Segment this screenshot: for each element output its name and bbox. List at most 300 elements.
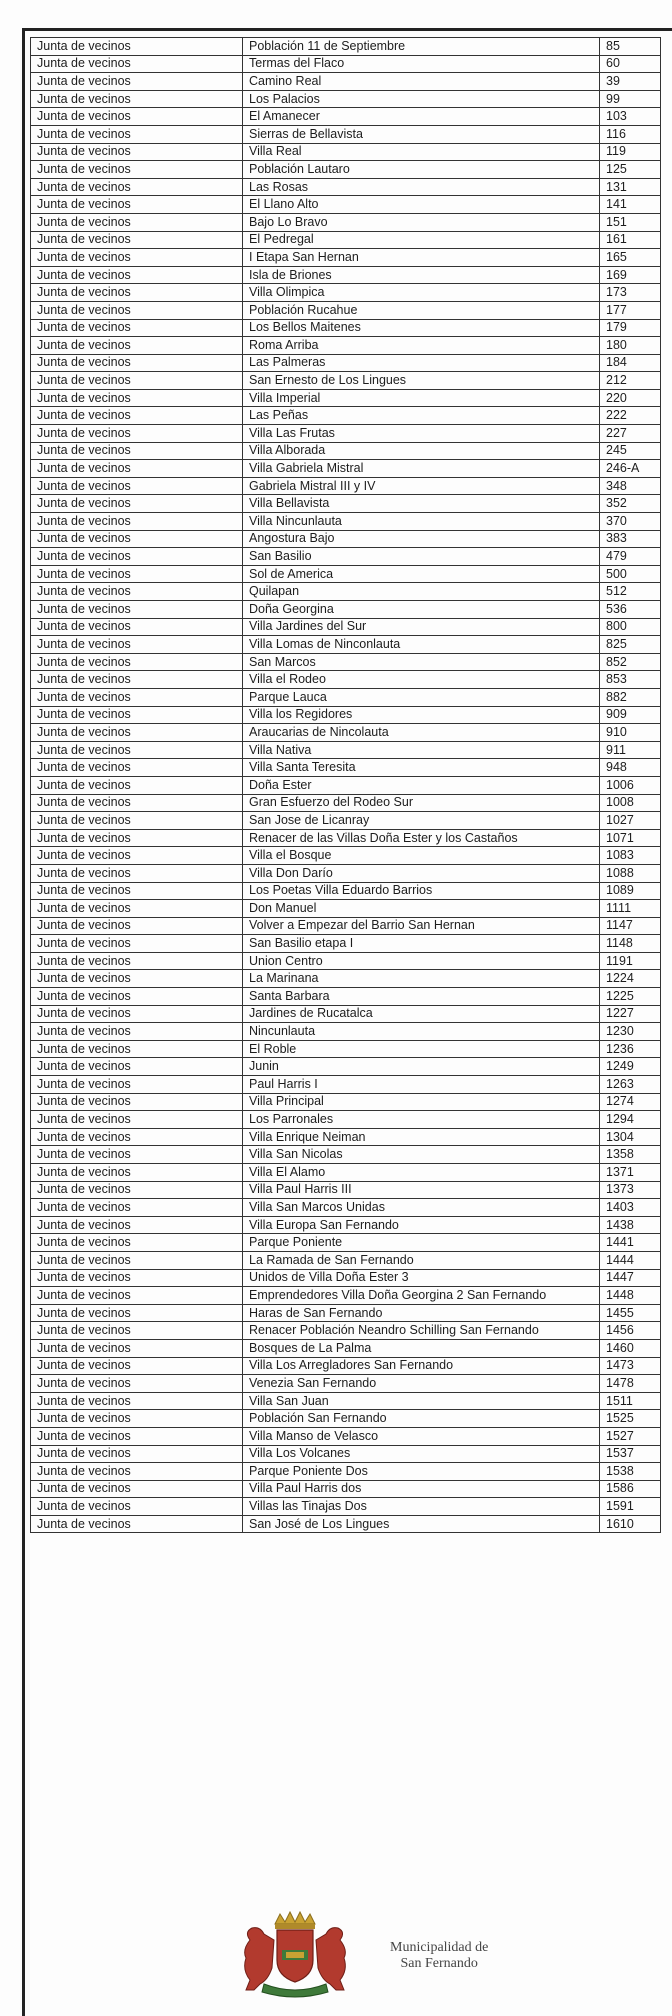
table-row	[31, 1128, 661, 1146]
cell-number: 222	[600, 407, 661, 425]
cell-name: Unidos de Villa Doña Ester 3	[243, 1269, 600, 1287]
table-row	[31, 1287, 661, 1305]
cell-number: 125	[600, 161, 661, 179]
cell-number: 245	[600, 442, 661, 460]
cell-name: Villa El Alamo	[243, 1164, 600, 1182]
cell-name: Villa Paul Harris dos	[243, 1480, 600, 1498]
cell-name: Las Palmeras	[243, 354, 600, 372]
cell-name: Los Palacios	[243, 90, 600, 108]
cell-type: Junta de vecinos	[31, 460, 243, 478]
table-row	[31, 178, 661, 196]
cell-number: 909	[600, 706, 661, 724]
cell-number: 85	[600, 38, 661, 56]
cell-number: 60	[600, 55, 661, 73]
cell-type: Junta de vecinos	[31, 477, 243, 495]
cell-type: Junta de vecinos	[31, 1128, 243, 1146]
cell-name: Villa Santa Teresita	[243, 759, 600, 777]
table-body	[31, 38, 661, 1533]
cell-number: 1447	[600, 1269, 661, 1287]
cell-name: Villa Bellavista	[243, 495, 600, 513]
table-row	[31, 477, 661, 495]
cell-name: Villas las Tinajas Dos	[243, 1498, 600, 1516]
table-row	[31, 1515, 661, 1533]
cell-type: Junta de vecinos	[31, 583, 243, 601]
cell-type: Junta de vecinos	[31, 1146, 243, 1164]
table-row	[31, 864, 661, 882]
cell-type: Junta de vecinos	[31, 372, 243, 390]
cell-number: 1249	[600, 1058, 661, 1076]
cell-type: Junta de vecinos	[31, 1040, 243, 1058]
cell-name: Parque Poniente	[243, 1234, 600, 1252]
cell-number: 1456	[600, 1322, 661, 1340]
cell-type: Junta de vecinos	[31, 829, 243, 847]
table-row	[31, 495, 661, 513]
cell-name: Volver a Empezar del Barrio San Hernan	[243, 917, 600, 935]
cell-type: Junta de vecinos	[31, 1427, 243, 1445]
cell-name: Población Lautaro	[243, 161, 600, 179]
cell-type: Junta de vecinos	[31, 231, 243, 249]
cell-type: Junta de vecinos	[31, 565, 243, 583]
cell-number: 1537	[600, 1445, 661, 1463]
cell-name: Parque Poniente Dos	[243, 1463, 600, 1481]
cell-name: San Marcos	[243, 653, 600, 671]
cell-name: Los Parronales	[243, 1111, 600, 1129]
cell-number: 173	[600, 284, 661, 302]
cell-name: Termas del Flaco	[243, 55, 600, 73]
cell-type: Junta de vecinos	[31, 1076, 243, 1094]
cell-name: Union Centro	[243, 952, 600, 970]
cell-type: Junta de vecinos	[31, 794, 243, 812]
cell-type: Junta de vecinos	[31, 1463, 243, 1481]
cell-type: Junta de vecinos	[31, 55, 243, 73]
table-row	[31, 1463, 661, 1481]
cell-name: Villa Enrique Neiman	[243, 1128, 600, 1146]
cell-type: Junta de vecinos	[31, 354, 243, 372]
cell-name: Araucarias de Nincolauta	[243, 724, 600, 742]
cell-number: 1027	[600, 812, 661, 830]
cell-name: Quilapan	[243, 583, 600, 601]
cell-name: Don Manuel	[243, 900, 600, 918]
table-row	[31, 653, 661, 671]
cell-number: 119	[600, 143, 661, 161]
cell-name: Doña Georgina	[243, 601, 600, 619]
cell-type: Junta de vecinos	[31, 671, 243, 689]
table-row	[31, 935, 661, 953]
cell-name: Villa Alborada	[243, 442, 600, 460]
cell-type: Junta de vecinos	[31, 90, 243, 108]
cell-number: 1006	[600, 776, 661, 794]
cell-name: I Etapa San Hernan	[243, 249, 600, 267]
cell-name: Villa Olimpica	[243, 284, 600, 302]
cell-name: Venezia San Fernando	[243, 1375, 600, 1393]
cell-number: 500	[600, 565, 661, 583]
table-row	[31, 407, 661, 425]
cell-name: Población 11 de Septiembre	[243, 38, 600, 56]
table-row	[31, 161, 661, 179]
cell-type: Junta de vecinos	[31, 1357, 243, 1375]
table-row	[31, 583, 661, 601]
cell-type: Junta de vecinos	[31, 1023, 243, 1041]
cell-type: Junta de vecinos	[31, 847, 243, 865]
cell-name: San Ernesto de Los Lingues	[243, 372, 600, 390]
cell-type: Junta de vecinos	[31, 249, 243, 267]
cell-name: Nincunlauta	[243, 1023, 600, 1041]
table-row	[31, 1392, 661, 1410]
table-row	[31, 108, 661, 126]
cell-number: 1438	[600, 1216, 661, 1234]
table-row	[31, 460, 661, 478]
cell-type: Junta de vecinos	[31, 688, 243, 706]
cell-number: 911	[600, 741, 661, 759]
cell-number: 1473	[600, 1357, 661, 1375]
cell-name: Sol de America	[243, 565, 600, 583]
cell-name: Los Poetas Villa Eduardo Barrios	[243, 882, 600, 900]
cell-name: Sierras de Bellavista	[243, 125, 600, 143]
table-row	[31, 618, 661, 636]
cell-number: 370	[600, 513, 661, 531]
cell-number: 1455	[600, 1304, 661, 1322]
cell-type: Junta de vecinos	[31, 1498, 243, 1516]
cell-name: Villa Jardines del Sur	[243, 618, 600, 636]
cell-number: 1373	[600, 1181, 661, 1199]
cell-type: Junta de vecinos	[31, 196, 243, 214]
cell-name: La Marinana	[243, 970, 600, 988]
cell-type: Junta de vecinos	[31, 73, 243, 91]
cell-type: Junta de vecinos	[31, 1199, 243, 1217]
cell-type: Junta de vecinos	[31, 1251, 243, 1269]
cell-number: 1448	[600, 1287, 661, 1305]
table-row	[31, 1339, 661, 1357]
cell-name: Villa San Marcos Unidas	[243, 1199, 600, 1217]
table-row	[31, 724, 661, 742]
cell-number: 1088	[600, 864, 661, 882]
page-edge-left	[22, 28, 25, 2016]
cell-number: 212	[600, 372, 661, 390]
table-row	[31, 917, 661, 935]
table-row	[31, 1427, 661, 1445]
cell-number: 131	[600, 178, 661, 196]
cell-name: Los Bellos Maitenes	[243, 319, 600, 337]
table-row	[31, 1410, 661, 1428]
table-row	[31, 1234, 661, 1252]
table-row	[31, 1023, 661, 1041]
cell-number: 882	[600, 688, 661, 706]
cell-type: Junta de vecinos	[31, 407, 243, 425]
municipal-footer	[220, 1910, 580, 2000]
cell-name: Roma Arriba	[243, 337, 600, 355]
table-row	[31, 847, 661, 865]
cell-number: 1591	[600, 1498, 661, 1516]
cell-number: 1230	[600, 1023, 661, 1041]
cell-type: Junta de vecinos	[31, 442, 243, 460]
cell-number: 1586	[600, 1480, 661, 1498]
cell-number: 161	[600, 231, 661, 249]
cell-name: Villa Paul Harris III	[243, 1181, 600, 1199]
cell-name: Angostura Bajo	[243, 530, 600, 548]
cell-number: 910	[600, 724, 661, 742]
cell-type: Junta de vecinos	[31, 776, 243, 794]
cell-type: Junta de vecinos	[31, 301, 243, 319]
cell-name: Villa Nincunlauta	[243, 513, 600, 531]
cell-name: Villa los Regidores	[243, 706, 600, 724]
cell-name: Villa Los Volcanes	[243, 1445, 600, 1463]
cell-number: 180	[600, 337, 661, 355]
table-row	[31, 372, 661, 390]
table-row	[31, 565, 661, 583]
cell-type: Junta de vecinos	[31, 1234, 243, 1252]
neighborhood-councils-table	[30, 37, 661, 1533]
table-row	[31, 1322, 661, 1340]
table-row	[31, 688, 661, 706]
table-row	[31, 513, 661, 531]
cell-number: 1441	[600, 1234, 661, 1252]
cell-type: Junta de vecinos	[31, 601, 243, 619]
cell-type: Junta de vecinos	[31, 548, 243, 566]
table-row	[31, 970, 661, 988]
cell-type: Junta de vecinos	[31, 900, 243, 918]
table-row	[31, 319, 661, 337]
cell-name: Las Rosas	[243, 178, 600, 196]
cell-number: 1274	[600, 1093, 661, 1111]
table-row	[31, 1146, 661, 1164]
cell-number: 227	[600, 425, 661, 443]
cell-number: 39	[600, 73, 661, 91]
cell-name: Bosques de La Palma	[243, 1339, 600, 1357]
cell-type: Junta de vecinos	[31, 495, 243, 513]
table-row	[31, 1375, 661, 1393]
cell-name: Villa Imperial	[243, 389, 600, 407]
cell-name: Camino Real	[243, 73, 600, 91]
cell-type: Junta de vecinos	[31, 1375, 243, 1393]
cell-type: Junta de vecinos	[31, 636, 243, 654]
cell-number: 948	[600, 759, 661, 777]
cell-number: 1263	[600, 1076, 661, 1094]
cell-number: 1224	[600, 970, 661, 988]
cell-name: El Pedregal	[243, 231, 600, 249]
table-row	[31, 530, 661, 548]
cell-number: 1304	[600, 1128, 661, 1146]
cell-number: 1538	[600, 1463, 661, 1481]
table-row	[31, 1093, 661, 1111]
cell-name: Doña Ester	[243, 776, 600, 794]
cell-name: Junin	[243, 1058, 600, 1076]
cell-type: Junta de vecinos	[31, 741, 243, 759]
cell-number: 103	[600, 108, 661, 126]
cell-type: Junta de vecinos	[31, 284, 243, 302]
cell-name: Villa San Nicolas	[243, 1146, 600, 1164]
cell-number: 1083	[600, 847, 661, 865]
cell-number: 479	[600, 548, 661, 566]
table-row	[31, 1111, 661, 1129]
table-row	[31, 1216, 661, 1234]
cell-type: Junta de vecinos	[31, 178, 243, 196]
cell-name: Isla de Briones	[243, 266, 600, 284]
cell-number: 1511	[600, 1392, 661, 1410]
cell-type: Junta de vecinos	[31, 618, 243, 636]
cell-number: 1236	[600, 1040, 661, 1058]
cell-number: 169	[600, 266, 661, 284]
table-row	[31, 1164, 661, 1182]
cell-name: San Jose de Licanray	[243, 812, 600, 830]
cell-name: Haras de San Fernando	[243, 1304, 600, 1322]
cell-number: 852	[600, 653, 661, 671]
cell-number: 116	[600, 125, 661, 143]
cell-type: Junta de vecinos	[31, 1111, 243, 1129]
cell-type: Junta de vecinos	[31, 917, 243, 935]
cell-name: Población San Fernando	[243, 1410, 600, 1428]
table-row	[31, 55, 661, 73]
cell-number: 1008	[600, 794, 661, 812]
cell-type: Junta de vecinos	[31, 108, 243, 126]
page-edge-top	[22, 28, 672, 31]
cell-number: 184	[600, 354, 661, 372]
cell-number: 1610	[600, 1515, 661, 1533]
table-row	[31, 952, 661, 970]
table-row	[31, 988, 661, 1006]
cell-type: Junta de vecinos	[31, 1480, 243, 1498]
cell-name: La Ramada de San Fernando	[243, 1251, 600, 1269]
table-row	[31, 38, 661, 56]
cell-type: Junta de vecinos	[31, 125, 243, 143]
table-row	[31, 1058, 661, 1076]
table-row	[31, 389, 661, 407]
table-row	[31, 1181, 661, 1199]
cell-type: Junta de vecinos	[31, 1181, 243, 1199]
cell-type: Junta de vecinos	[31, 1304, 243, 1322]
cell-number: 1525	[600, 1410, 661, 1428]
table-row	[31, 249, 661, 267]
cell-name: Jardines de Rucatalca	[243, 1005, 600, 1023]
cell-type: Junta de vecinos	[31, 988, 243, 1006]
table-row	[31, 284, 661, 302]
cell-name: Villa Don Darío	[243, 864, 600, 882]
table-row	[31, 548, 661, 566]
cell-number: 1478	[600, 1375, 661, 1393]
table-row	[31, 143, 661, 161]
table-row	[31, 125, 661, 143]
cell-type: Junta de vecinos	[31, 882, 243, 900]
cell-type: Junta de vecinos	[31, 513, 243, 531]
cell-name: San José de Los Lingues	[243, 1515, 600, 1533]
cell-name: Villa Las Frutas	[243, 425, 600, 443]
cell-type: Junta de vecinos	[31, 1287, 243, 1305]
table-row	[31, 829, 661, 847]
cell-name: Villa Principal	[243, 1093, 600, 1111]
cell-type: Junta de vecinos	[31, 724, 243, 742]
table-row	[31, 266, 661, 284]
table-row	[31, 776, 661, 794]
cell-name: Gabriela Mistral III y IV	[243, 477, 600, 495]
table-row	[31, 1304, 661, 1322]
cell-number: 536	[600, 601, 661, 619]
cell-name: Villa el Bosque	[243, 847, 600, 865]
cell-name: Bajo Lo Bravo	[243, 213, 600, 231]
cell-name: Villa Real	[243, 143, 600, 161]
municipal-crest-icon	[230, 1910, 360, 1998]
table-row	[31, 900, 661, 918]
cell-number: 151	[600, 213, 661, 231]
cell-number: 1358	[600, 1146, 661, 1164]
cell-number: 1227	[600, 1005, 661, 1023]
cell-type: Junta de vecinos	[31, 425, 243, 443]
cell-name: Población Rucahue	[243, 301, 600, 319]
cell-number: 246-A	[600, 460, 661, 478]
cell-type: Junta de vecinos	[31, 1269, 243, 1287]
cell-type: Junta de vecinos	[31, 266, 243, 284]
cell-number: 1460	[600, 1339, 661, 1357]
cell-type: Junta de vecinos	[31, 213, 243, 231]
cell-name: Villa Europa San Fernando	[243, 1216, 600, 1234]
table-row	[31, 794, 661, 812]
cell-number: 1403	[600, 1199, 661, 1217]
municipality-line-1: Municipalidad de	[390, 1940, 489, 1955]
cell-type: Junta de vecinos	[31, 812, 243, 830]
cell-name: El Llano Alto	[243, 196, 600, 214]
cell-number: 1225	[600, 988, 661, 1006]
table-row	[31, 354, 661, 372]
cell-number: 512	[600, 583, 661, 601]
cell-type: Junta de vecinos	[31, 1515, 243, 1533]
cell-number: 1071	[600, 829, 661, 847]
table-row	[31, 231, 661, 249]
table-row	[31, 1445, 661, 1463]
municipality-line-2: San Fernando	[400, 1956, 478, 1971]
table-row	[31, 442, 661, 460]
cell-type: Junta de vecinos	[31, 1339, 243, 1357]
cell-type: Junta de vecinos	[31, 1005, 243, 1023]
cell-type: Junta de vecinos	[31, 1216, 243, 1234]
table-row	[31, 1251, 661, 1269]
cell-type: Junta de vecinos	[31, 319, 243, 337]
cell-type: Junta de vecinos	[31, 1410, 243, 1428]
cell-name: Santa Barbara	[243, 988, 600, 1006]
cell-name: Villa Los Arregladores San Fernando	[243, 1357, 600, 1375]
cell-name: Renacer Población Neandro Schilling San Fernando	[243, 1322, 600, 1340]
cell-name: San Basilio	[243, 548, 600, 566]
table-row	[31, 671, 661, 689]
table-row	[31, 1357, 661, 1375]
table-row	[31, 213, 661, 231]
cell-number: 352	[600, 495, 661, 513]
cell-type: Junta de vecinos	[31, 970, 243, 988]
table-row	[31, 1005, 661, 1023]
cell-number: 220	[600, 389, 661, 407]
cell-number: 383	[600, 530, 661, 548]
cell-type: Junta de vecinos	[31, 864, 243, 882]
cell-number: 1147	[600, 917, 661, 935]
cell-type: Junta de vecinos	[31, 530, 243, 548]
cell-name: Villa Lomas de Ninconlauta	[243, 636, 600, 654]
cell-name: Villa Gabriela Mistral	[243, 460, 600, 478]
cell-name: El Roble	[243, 1040, 600, 1058]
table-row	[31, 1199, 661, 1217]
cell-type: Junta de vecinos	[31, 1322, 243, 1340]
cell-name: San Basilio etapa I	[243, 935, 600, 953]
cell-type: Junta de vecinos	[31, 935, 243, 953]
table-row	[31, 601, 661, 619]
municipality-name	[390, 1940, 488, 1972]
cell-name: Villa el Rodeo	[243, 671, 600, 689]
cell-number: 348	[600, 477, 661, 495]
cell-type: Junta de vecinos	[31, 653, 243, 671]
table-row	[31, 636, 661, 654]
table-row	[31, 196, 661, 214]
cell-name: Villa Manso de Velasco	[243, 1427, 600, 1445]
cell-name: Parque Lauca	[243, 688, 600, 706]
table-row	[31, 706, 661, 724]
cell-name: Villa San Juan	[243, 1392, 600, 1410]
cell-number: 1148	[600, 935, 661, 953]
